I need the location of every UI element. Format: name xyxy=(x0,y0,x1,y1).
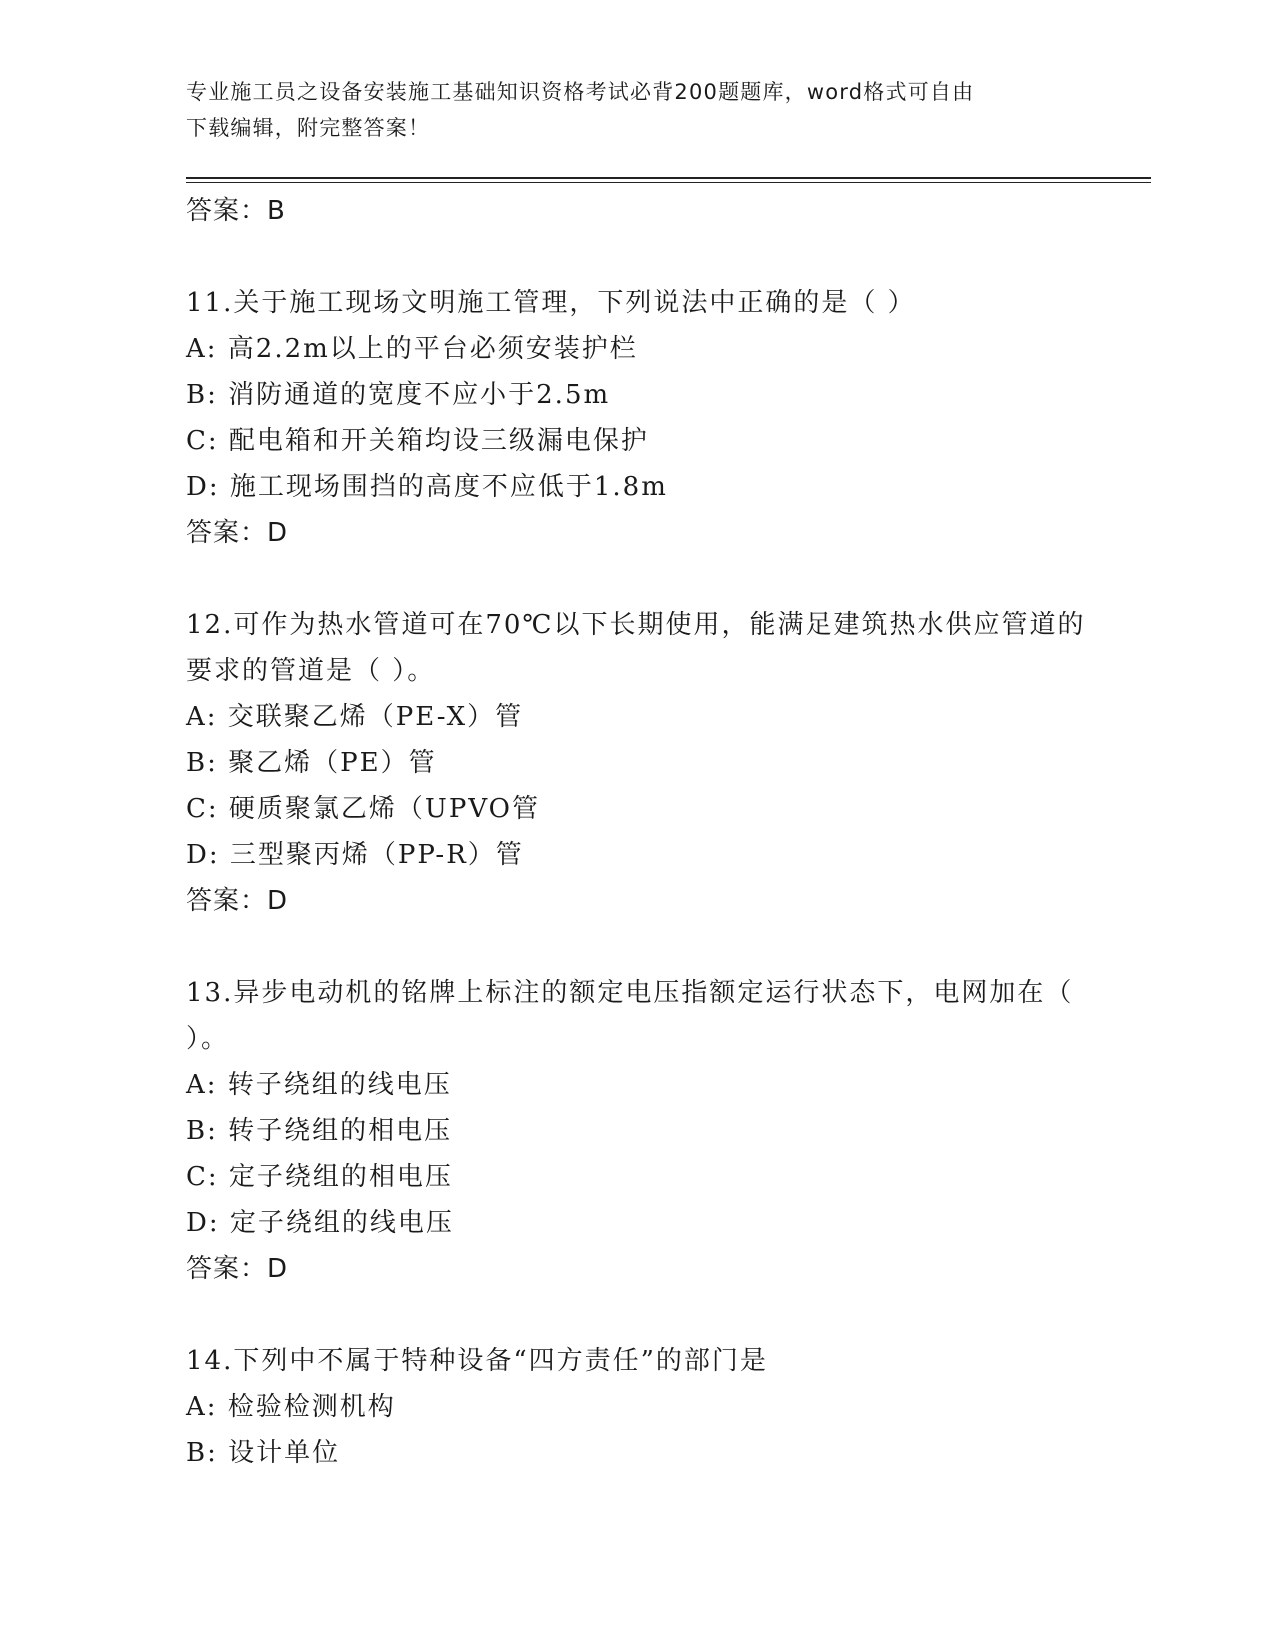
question-block xyxy=(186,602,1086,924)
question-block xyxy=(186,280,1086,556)
question-block xyxy=(186,970,1086,1292)
header-line-1: 专业施工员之设备安装施工基础知识资格考试必背200题题库，word格式可自由 xyxy=(186,80,975,104)
option-c: C: 硬质聚氯乙烯（UPVO管 xyxy=(186,794,540,824)
option-b: B: 聚乙烯（PE）管 xyxy=(186,748,437,778)
option-b: B: 消防通道的宽度不应小于2.5m xyxy=(186,380,611,410)
header-line-2: 下载编辑，附完整答案！ xyxy=(186,116,431,140)
option-a: A: 高2.2m以上的平台必须安装护栏 xyxy=(186,334,638,364)
option-a: A: 交联聚乙烯（PE-X）管 xyxy=(186,702,524,732)
option-c: C: 定子绕组的相电压 xyxy=(186,1162,453,1192)
previous-answer: 答案：B xyxy=(186,196,286,226)
option-b: B: 转子绕组的相电压 xyxy=(186,1116,453,1146)
spacer xyxy=(186,1292,1086,1338)
option-c: C: 配电箱和开关箱均设三级漏电保护 xyxy=(186,426,649,456)
question-stem: 13.异步电动机的铭牌上标注的额定电压指额定运行状态下，电网加在（ ）。 xyxy=(186,978,1074,1054)
document-header xyxy=(186,74,1066,146)
option-a: A: 检验检测机构 xyxy=(186,1392,396,1422)
question-answer: 答案：D xyxy=(186,886,289,916)
option-a: A: 转子绕组的线电压 xyxy=(186,1070,452,1100)
question-answer: 答案：D xyxy=(186,518,289,548)
spacer xyxy=(186,234,1086,280)
option-d: D: 施工现场围挡的高度不应低于1.8m xyxy=(186,472,668,502)
question-block xyxy=(186,1338,1086,1476)
question-list xyxy=(186,188,1086,1476)
question-stem: 12.可作为热水管道可在70℃以下长期使用，能满足建筑热水供应管道的要求的管道是（ ）。 xyxy=(186,610,1086,686)
header-divider-thick xyxy=(186,177,1151,179)
option-b: B: 设计单位 xyxy=(186,1438,341,1468)
option-d: D: 三型聚丙烯（PP-R）管 xyxy=(186,840,524,870)
header-divider-thin xyxy=(186,182,1151,183)
question-answer: 答案：D xyxy=(186,1254,289,1284)
spacer xyxy=(186,556,1086,602)
question-stem: 11.关于施工现场文明施工管理，下列说法中正确的是（ ） xyxy=(186,288,916,318)
spacer xyxy=(186,924,1086,970)
question-stem: 14.下列中不属于特种设备“四方责任”的部门是 xyxy=(186,1346,768,1376)
option-d: D: 定子绕组的线电压 xyxy=(186,1208,454,1238)
